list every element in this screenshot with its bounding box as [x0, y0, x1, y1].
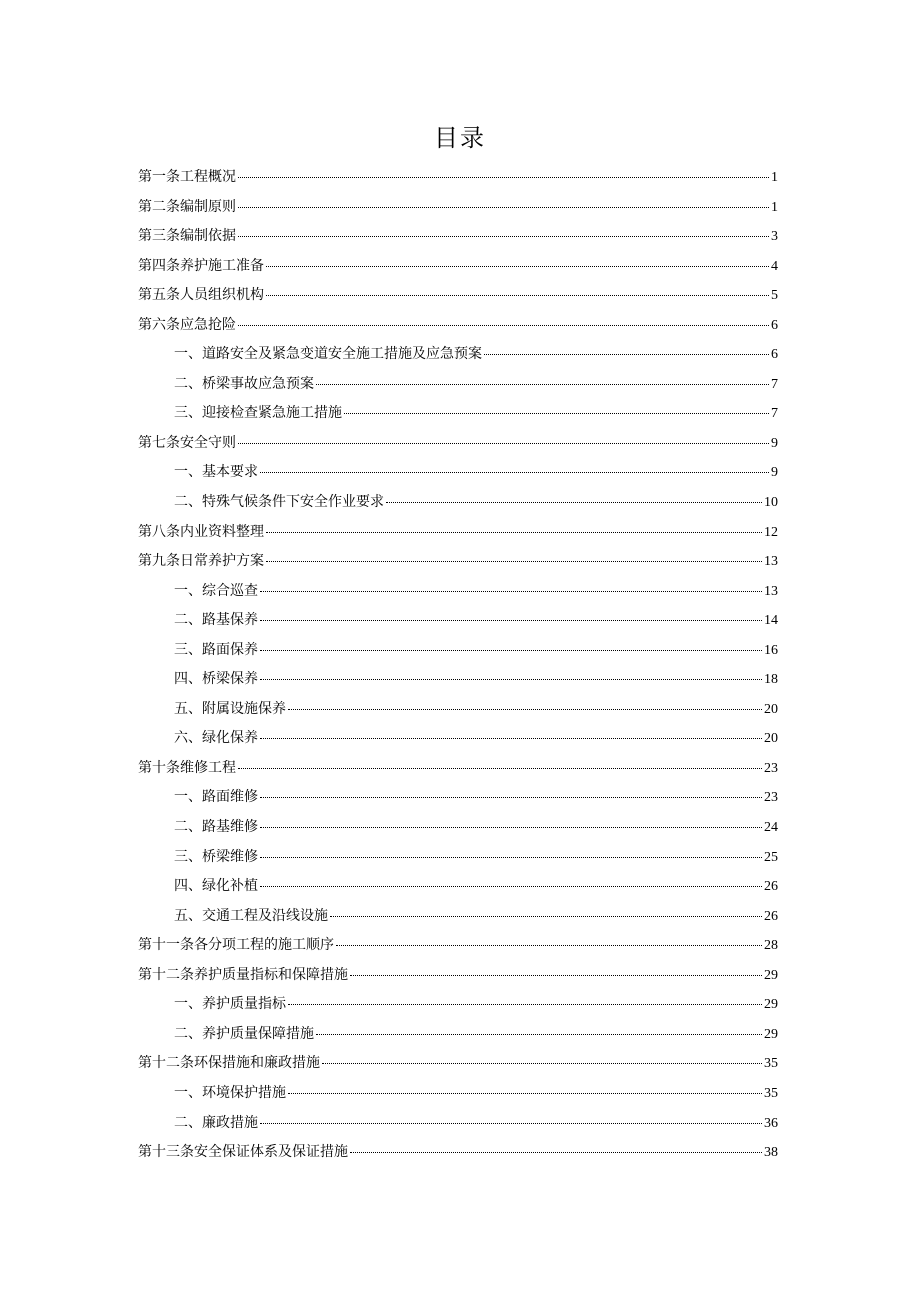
dot-leader: [386, 501, 762, 503]
toc-page-number: 35: [764, 1085, 778, 1101]
dot-leader: [260, 826, 762, 828]
toc-entry-label: 三、桥梁维修: [174, 848, 258, 865]
toc-entry[interactable]: [138, 961, 778, 991]
toc-page-number: 10: [764, 495, 778, 511]
toc-page-number: 35: [764, 1056, 778, 1072]
toc-page-number: 9: [771, 465, 778, 481]
toc-page-number: 23: [764, 760, 778, 776]
toc-subentry[interactable]: [138, 843, 778, 873]
toc-subentry[interactable]: [138, 370, 778, 400]
toc-page-number: 13: [764, 554, 778, 570]
toc-page-number: 7: [771, 406, 778, 422]
dot-leader: [322, 1062, 762, 1064]
toc-page-number: 24: [764, 820, 778, 836]
toc-entry-label: 二、养护质量保障措施: [174, 1025, 314, 1042]
dot-leader: [238, 442, 769, 444]
dot-leader: [350, 1151, 762, 1153]
toc-entry-label: 一、综合巡查: [174, 582, 258, 599]
dot-leader: [238, 235, 769, 237]
toc-page-number: 12: [764, 524, 778, 540]
toc-entry[interactable]: [138, 222, 778, 252]
toc-entry[interactable]: [138, 193, 778, 223]
dot-leader: [266, 531, 762, 533]
dot-leader: [330, 915, 762, 917]
toc-entry[interactable]: [138, 1138, 778, 1168]
dot-leader: [260, 796, 762, 798]
toc-entry[interactable]: [138, 547, 778, 577]
toc-entry-label: 一、道路安全及紧急变道安全施工措施及应急预案: [174, 346, 482, 363]
dot-leader: [344, 412, 769, 414]
dot-leader: [260, 856, 762, 858]
toc-entry[interactable]: [138, 931, 778, 961]
table-of-contents: [138, 163, 778, 1168]
toc-page-number: 29: [764, 967, 778, 983]
toc-page-number: 9: [771, 435, 778, 451]
dot-leader: [238, 767, 762, 769]
toc-subentry[interactable]: [138, 577, 778, 607]
dot-leader: [336, 944, 762, 946]
toc-page-number: 3: [771, 229, 778, 245]
toc-page-number: 18: [764, 672, 778, 688]
toc-entry-label: 二、特殊气候条件下安全作业要求: [174, 494, 384, 511]
toc-subentry[interactable]: [138, 872, 778, 902]
dot-leader: [288, 708, 762, 710]
toc-page-number: 20: [764, 731, 778, 747]
dot-leader: [266, 265, 769, 267]
dot-leader: [316, 383, 769, 385]
toc-entry-label: 第二条编制原则: [138, 198, 236, 215]
dot-leader: [266, 294, 769, 296]
toc-entry-label: 第一条工程概况: [138, 169, 236, 185]
dot-leader: [260, 737, 762, 739]
toc-entry-label: 一、养护质量指标: [174, 996, 286, 1013]
toc-page-number: 13: [764, 583, 778, 599]
toc-entry-label: 第十一条各分项工程的施工顺序: [138, 937, 334, 954]
toc-entry-label: 一、基本要求: [174, 464, 258, 481]
toc-entry-label: 二、路基维修: [174, 819, 258, 836]
toc-subentry[interactable]: [138, 783, 778, 813]
toc-entry-label: 第八条内业资料整理: [138, 523, 264, 540]
toc-page-number: 20: [764, 701, 778, 717]
toc-entry[interactable]: [138, 281, 778, 311]
toc-entry-label: 第三条编制依据: [138, 228, 236, 245]
dot-leader: [266, 560, 762, 562]
dot-leader: [288, 1003, 762, 1005]
toc-entry[interactable]: [138, 754, 778, 784]
toc-entry-label: 第十二条养护质量指标和保障措施: [138, 966, 348, 983]
toc-entry-label: 第四条养护施工准备: [138, 257, 264, 274]
toc-page-number: 26: [764, 908, 778, 924]
toc-page-number: 29: [764, 1026, 778, 1042]
toc-entry-label: 二、路基保养: [174, 612, 258, 629]
toc-page-number: 5: [771, 288, 778, 304]
toc-page-number: 28: [764, 938, 778, 954]
toc-page-number: 16: [764, 642, 778, 658]
toc-entry[interactable]: [138, 518, 778, 548]
toc-subentry[interactable]: [138, 990, 778, 1020]
toc-entry-label: 四、绿化补植: [174, 878, 258, 895]
toc-entry-label: 五、附属设施保养: [174, 700, 286, 717]
toc-subentry[interactable]: [138, 1079, 778, 1109]
toc-entry[interactable]: [138, 163, 778, 193]
toc-title: 目录: [434, 124, 486, 152]
toc-entry-label: 三、路面保养: [174, 641, 258, 658]
toc-page-number: 26: [764, 879, 778, 895]
dot-leader: [484, 353, 769, 355]
dot-leader: [260, 471, 769, 473]
toc-subentry[interactable]: [138, 488, 778, 518]
dot-leader: [238, 176, 769, 178]
toc-page-number: 1: [771, 170, 778, 185]
toc-page-number: 6: [771, 317, 778, 333]
toc-page-number: 23: [764, 790, 778, 806]
dot-leader: [260, 649, 762, 651]
toc-page-number: 38: [764, 1145, 778, 1161]
toc-subentry[interactable]: [138, 606, 778, 636]
dot-leader: [260, 619, 762, 621]
toc-entry-label: 六、绿化保养: [174, 730, 258, 747]
toc-page-number: 25: [764, 849, 778, 865]
dot-leader: [260, 885, 762, 887]
toc-subentry[interactable]: [138, 1020, 778, 1050]
toc-entry-label: 第六条应急抢险: [138, 316, 236, 333]
toc-subentry[interactable]: [138, 1109, 778, 1139]
dot-leader: [260, 1122, 762, 1124]
toc-page-number: 14: [764, 613, 778, 629]
toc-subentry[interactable]: [138, 458, 778, 488]
toc-subentry[interactable]: [138, 340, 778, 370]
toc-entry[interactable]: [138, 429, 778, 459]
dot-leader: [316, 1033, 762, 1035]
toc-page-number: 4: [771, 258, 778, 274]
toc-entry-label: 一、路面维修: [174, 789, 258, 806]
toc-entry[interactable]: [138, 252, 778, 282]
toc-page-number: 7: [771, 376, 778, 392]
toc-entry[interactable]: [138, 1049, 778, 1079]
toc-entry-label: 三、迎接检查紧急施工措施: [174, 405, 342, 422]
dot-leader: [350, 974, 762, 976]
dot-leader: [260, 590, 762, 592]
toc-entry-label: 第七条安全守则: [138, 434, 236, 451]
toc-entry-label: 二、桥梁事故应急预案: [174, 375, 314, 392]
toc-entry-label: 第十条维修工程: [138, 759, 236, 776]
toc-entry-label: 一、环境保护措施: [174, 1084, 286, 1101]
toc-page-number: 36: [764, 1115, 778, 1131]
toc-entry-label: 第十三条安全保证体系及保证措施: [138, 1144, 348, 1161]
toc-subentry[interactable]: [138, 636, 778, 666]
dot-leader: [260, 678, 762, 680]
toc-subentry[interactable]: [138, 902, 778, 932]
toc-subentry[interactable]: [138, 665, 778, 695]
dot-leader: [238, 324, 769, 326]
toc-subentry[interactable]: [138, 724, 778, 754]
toc-entry-label: 第九条日常养护方案: [138, 553, 264, 570]
toc-subentry[interactable]: [138, 813, 778, 843]
toc-entry-label: 四、桥梁保养: [174, 671, 258, 688]
toc-subentry[interactable]: [138, 695, 778, 725]
toc-entry-label: 第五条人员组织机构: [138, 287, 264, 304]
toc-entry[interactable]: [138, 311, 778, 341]
toc-entry-label: 二、廉政措施: [174, 1114, 258, 1131]
toc-entry-label: 五、交通工程及沿线设施: [174, 907, 328, 924]
dot-leader: [288, 1092, 762, 1094]
toc-page-number: 29: [764, 997, 778, 1013]
toc-page-number: 1: [771, 199, 778, 215]
toc-entry-label: 第十二条环保措施和廉政措施: [138, 1055, 320, 1072]
toc-page-number: 6: [771, 347, 778, 363]
toc-subentry[interactable]: [138, 399, 778, 429]
dot-leader: [238, 206, 769, 208]
